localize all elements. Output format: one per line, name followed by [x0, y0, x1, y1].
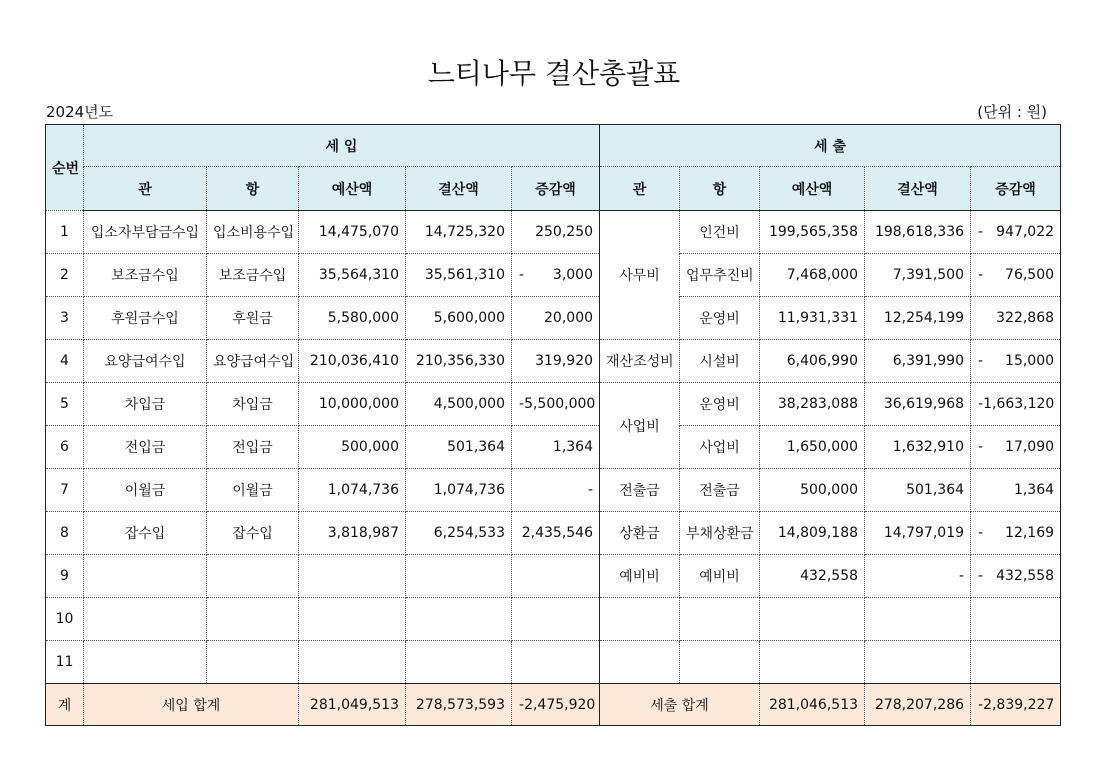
- settlement-table: [45, 124, 1061, 726]
- header-expense-hang: 항: [680, 167, 760, 211]
- amount: 1,663,120: [983, 396, 1055, 412]
- expense-gwan: [600, 641, 680, 684]
- income-budget: 35,564,310: [299, 254, 406, 297]
- header-seq: 순번: [46, 125, 84, 211]
- amount: 2,839,227: [983, 696, 1055, 713]
- income-settled: 14,725,320: [406, 211, 512, 254]
- income-budget: 1,074,736: [299, 469, 406, 512]
- expense-hang: 운영비: [680, 383, 760, 426]
- row-seq: 2: [46, 254, 84, 297]
- income-hang: 요양급여수입: [207, 340, 299, 383]
- amount: 2,475,920: [524, 696, 596, 713]
- expense-settled: 7,391,500: [865, 254, 971, 297]
- income-budget: 210,036,410: [299, 340, 406, 383]
- income-gwan: 전입금: [84, 426, 207, 469]
- table-row: [46, 383, 1061, 426]
- expense-budget: [760, 641, 865, 684]
- expense-settled: 36,619,968: [865, 383, 971, 426]
- expense-gwan: 전출금: [600, 469, 680, 512]
- expense-diff: [971, 512, 1061, 555]
- income-diff: 319,920: [512, 340, 600, 383]
- expense-hang: [680, 641, 760, 684]
- expense-settled: 12,254,199: [865, 297, 971, 340]
- row-seq: 7: [46, 469, 84, 512]
- row-seq: 9: [46, 555, 84, 598]
- table-row: [46, 340, 1061, 383]
- income-settled: 1,074,736: [406, 469, 512, 512]
- income-gwan: [84, 598, 207, 641]
- expense-settled: 1,632,910: [865, 426, 971, 469]
- row-seq: 3: [46, 297, 84, 340]
- income-settled: 5,600,000: [406, 297, 512, 340]
- row-seq: 11: [46, 641, 84, 684]
- header-income-budget: 예산액: [299, 167, 406, 211]
- expense-gwan: 예비비: [600, 555, 680, 598]
- expense-diff: [971, 555, 1061, 598]
- minus-sign: -: [978, 439, 984, 455]
- income-gwan: 잡수입: [84, 512, 207, 555]
- expense-diff: [971, 598, 1061, 641]
- expense-settled: -: [865, 555, 971, 598]
- income-total-settled: 278,573,593: [406, 684, 512, 726]
- amount: 947,022: [996, 224, 1055, 240]
- income-settled: 4,500,000: [406, 383, 512, 426]
- income-gwan: 후원금수입: [84, 297, 207, 340]
- minus-sign: -: [978, 224, 984, 240]
- expense-settled: [865, 598, 971, 641]
- row-seq: 6: [46, 426, 84, 469]
- income-total-budget: 281,049,513: [299, 684, 406, 726]
- expense-budget: 11,931,331: [760, 297, 865, 340]
- income-hang: 차입금: [207, 383, 299, 426]
- expense-settled: 6,391,990: [865, 340, 971, 383]
- income-budget: [299, 598, 406, 641]
- expense-hang: 시설비: [680, 340, 760, 383]
- minus-sign: -: [978, 696, 984, 713]
- minus-sign: -: [519, 267, 525, 283]
- income-budget: 5,580,000: [299, 297, 406, 340]
- table-row: [46, 469, 1061, 512]
- income-diff: [512, 598, 600, 641]
- minus-sign: -: [519, 696, 525, 713]
- income-diff: 250,250: [512, 211, 600, 254]
- income-settled: 6,254,533: [406, 512, 512, 555]
- minus-sign: -: [519, 396, 525, 412]
- income-gwan: 요양급여수입: [84, 340, 207, 383]
- income-diff: [512, 555, 600, 598]
- header-income-label: 세 입: [325, 138, 358, 155]
- expense-gwan: 재산조성비: [600, 340, 680, 383]
- header-expense-settled: 결산액: [865, 167, 971, 211]
- income-settled: [406, 555, 512, 598]
- income-hang: 이월금: [207, 469, 299, 512]
- minus-sign: -: [978, 267, 984, 283]
- expense-hang: 전출금: [680, 469, 760, 512]
- expense-diff: 322,868: [971, 297, 1061, 340]
- expense-hang: [680, 598, 760, 641]
- fiscal-year: 2024년도: [46, 103, 114, 121]
- unit-note: (단위 : 원): [977, 103, 1047, 121]
- income-hang: 입소비용수입: [207, 211, 299, 254]
- total-row: [46, 684, 1061, 726]
- income-budget: [299, 555, 406, 598]
- header-expense: [600, 125, 1061, 167]
- page-title: 느티나무 결산총괄표: [427, 57, 681, 90]
- income-hang: 후원금: [207, 297, 299, 340]
- income-hang: [207, 555, 299, 598]
- header-expense-diff: 증감액: [971, 167, 1061, 211]
- table-row: [46, 555, 1061, 598]
- expense-diff: [971, 254, 1061, 297]
- income-budget: 10,000,000: [299, 383, 406, 426]
- expense-diff: [971, 426, 1061, 469]
- amount: 3,000: [552, 267, 594, 283]
- income-budget: [299, 641, 406, 684]
- income-hang: [207, 641, 299, 684]
- row-seq: 4: [46, 340, 84, 383]
- table-row: [46, 211, 1061, 254]
- amount: 15,000: [1005, 353, 1055, 369]
- expense-budget: 1,650,000: [760, 426, 865, 469]
- expense-budget: 500,000: [760, 469, 865, 512]
- table-row: [46, 426, 1061, 469]
- expense-settled: 501,364: [865, 469, 971, 512]
- row-seq: 8: [46, 512, 84, 555]
- expense-settled: 14,797,019: [865, 512, 971, 555]
- income-budget: 3,818,987: [299, 512, 406, 555]
- header-income-hang: 항: [207, 167, 299, 211]
- expense-gwan: [600, 598, 680, 641]
- income-settled: 210,356,330: [406, 340, 512, 383]
- table-row: [46, 512, 1061, 555]
- table-row: [46, 297, 1061, 340]
- amount: 76,500: [1005, 267, 1055, 283]
- income-diff: 1,364: [512, 426, 600, 469]
- expense-settled: [865, 641, 971, 684]
- header-income: [84, 125, 600, 167]
- expense-gwan: 사무비: [600, 211, 680, 340]
- expense-total-settled: 278,207,286: [865, 684, 971, 726]
- expense-budget: 14,809,188: [760, 512, 865, 555]
- row-seq: 5: [46, 383, 84, 426]
- expense-settled: 198,618,336: [865, 211, 971, 254]
- income-gwan: 이월금: [84, 469, 207, 512]
- income-hang: 잡수입: [207, 512, 299, 555]
- header-expense-gwan: 관: [600, 167, 680, 211]
- income-hang: [207, 598, 299, 641]
- minus-sign: -: [978, 396, 984, 412]
- expense-diff: [971, 383, 1061, 426]
- header-income-gwan: 관: [84, 167, 207, 211]
- income-settled: [406, 641, 512, 684]
- expense-diff: [971, 641, 1061, 684]
- income-diff: [512, 254, 600, 297]
- expense-budget: 432,558: [760, 555, 865, 598]
- income-total-label: 세입 합계: [84, 684, 299, 726]
- income-diff: -: [512, 469, 600, 512]
- amount: 12,169: [1005, 525, 1055, 541]
- expense-hang: 운영비: [680, 297, 760, 340]
- table-row: [46, 598, 1061, 641]
- table-row: [46, 641, 1061, 684]
- income-diff: [512, 383, 600, 426]
- minus-sign: -: [978, 353, 984, 369]
- expense-hang: 예비비: [680, 555, 760, 598]
- income-hang: 전입금: [207, 426, 299, 469]
- header-income-diff: 증감액: [512, 167, 600, 211]
- income-settled: 35,561,310: [406, 254, 512, 297]
- income-hang: 보조금수입: [207, 254, 299, 297]
- expense-diff: [971, 211, 1061, 254]
- expense-hang: 사업비: [680, 426, 760, 469]
- expense-gwan: 상환금: [600, 512, 680, 555]
- expense-budget: 38,283,088: [760, 383, 865, 426]
- minus-sign: -: [978, 568, 984, 584]
- expense-diff: 1,364: [971, 469, 1061, 512]
- expense-hang: 부채상환금: [680, 512, 760, 555]
- expense-hang: 인건비: [680, 211, 760, 254]
- income-diff: [512, 641, 600, 684]
- income-gwan: 입소자부담금수입: [84, 211, 207, 254]
- income-gwan: [84, 555, 207, 598]
- income-gwan: 보조금수입: [84, 254, 207, 297]
- total-label: 계: [46, 684, 84, 726]
- income-budget: 500,000: [299, 426, 406, 469]
- income-gwan: 차입금: [84, 383, 207, 426]
- minus-sign: -: [978, 525, 984, 541]
- expense-budget: 199,565,358: [760, 211, 865, 254]
- income-settled: 501,364: [406, 426, 512, 469]
- row-seq: 10: [46, 598, 84, 641]
- expense-total-budget: 281,046,513: [760, 684, 865, 726]
- expense-diff: [971, 340, 1061, 383]
- income-settled: [406, 598, 512, 641]
- income-total-diff: [512, 684, 600, 726]
- income-gwan: [84, 641, 207, 684]
- income-budget: 14,475,070: [299, 211, 406, 254]
- expense-gwan: 사업비: [600, 383, 680, 469]
- amount: 432,558: [996, 568, 1055, 584]
- row-seq: 1: [46, 211, 84, 254]
- expense-total-diff: [971, 684, 1061, 726]
- expense-budget: 7,468,000: [760, 254, 865, 297]
- header-income-settled: 결산액: [406, 167, 512, 211]
- header-expense-label: 세 출: [814, 138, 846, 155]
- expense-budget: [760, 598, 865, 641]
- amount: 17,090: [1005, 439, 1055, 455]
- expense-total-label: 세출 합계: [600, 684, 760, 726]
- table-row: [46, 254, 1061, 297]
- income-diff: 2,435,546: [512, 512, 600, 555]
- header-expense-budget: 예산액: [760, 167, 865, 211]
- expense-budget: 6,406,990: [760, 340, 865, 383]
- expense-hang: 업무추진비: [680, 254, 760, 297]
- amount: 5,500,000: [524, 396, 596, 412]
- income-diff: 20,000: [512, 297, 600, 340]
